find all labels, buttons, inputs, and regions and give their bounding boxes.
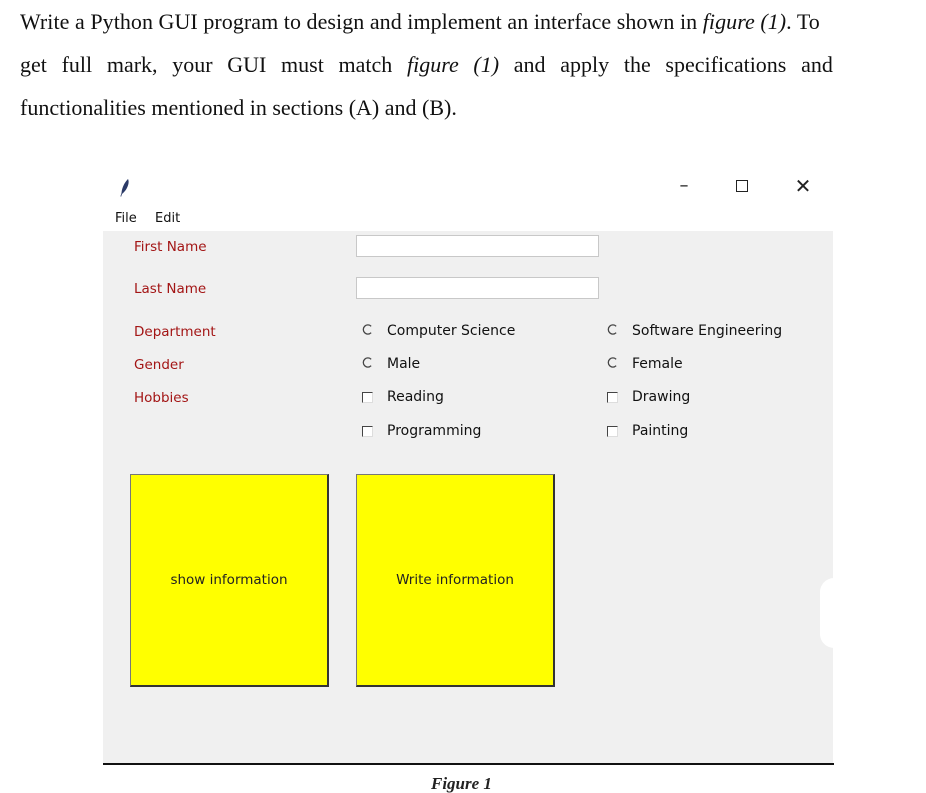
show-information-button[interactable]: show information bbox=[130, 474, 329, 687]
menu-bar bbox=[103, 207, 833, 231]
gender-label: Gender bbox=[134, 357, 184, 373]
department-label: Department bbox=[134, 324, 216, 340]
question-line-2: get full mark, your GUI must match figure (1) and apply the specifications and bbox=[20, 52, 833, 77]
window-title-bar[interactable] bbox=[103, 165, 833, 207]
menu-file[interactable]: File bbox=[115, 211, 137, 226]
tk-feather-icon bbox=[120, 178, 130, 198]
last-name-input[interactable] bbox=[356, 277, 599, 299]
radio-icon bbox=[607, 324, 618, 335]
checkbox-icon bbox=[362, 392, 373, 403]
hobbies-label: Hobbies bbox=[134, 390, 189, 406]
question-text bbox=[20, 0, 920, 129]
document-page: Write a Python GUI program to design and implement an interface shown in figure (1). To get full mark, your GUI must match figure (1) and apply the specifications and functionalities mentioned in sections (A) and (B). – ✕ File Edit First Name Last Name Department Gender Hobbies Computer Science Software Engineering Male Female Reading Drawing Programming Painting show information Write information Figure 1 bbox=[0, 0, 926, 793]
checkbox-icon bbox=[607, 392, 618, 403]
menu-edit[interactable]: Edit bbox=[155, 211, 181, 226]
photo-glare bbox=[820, 578, 860, 648]
checkbox-icon bbox=[362, 426, 373, 437]
radio-icon bbox=[362, 357, 373, 368]
question-line-1: Write a Python GUI program to design and implement an interface shown in figure (1). To bbox=[20, 9, 820, 34]
checkbox-icon bbox=[607, 426, 618, 437]
maximize-button[interactable] bbox=[727, 172, 757, 200]
figure-caption: Figure 1 bbox=[431, 774, 492, 793]
first-name-input[interactable] bbox=[356, 235, 599, 257]
write-information-button[interactable]: Write information bbox=[356, 474, 555, 687]
last-name-label: Last Name bbox=[134, 281, 207, 297]
minimize-button[interactable]: – bbox=[679, 175, 689, 196]
first-name-label: First Name bbox=[134, 239, 207, 255]
question-line-3: functionalities mentioned in sections (A) and (B). bbox=[20, 95, 457, 120]
maximize-icon bbox=[736, 180, 748, 192]
radio-icon bbox=[362, 324, 373, 335]
radio-icon bbox=[607, 357, 618, 368]
figure-divider bbox=[103, 763, 834, 765]
close-button[interactable]: ✕ bbox=[794, 174, 812, 198]
